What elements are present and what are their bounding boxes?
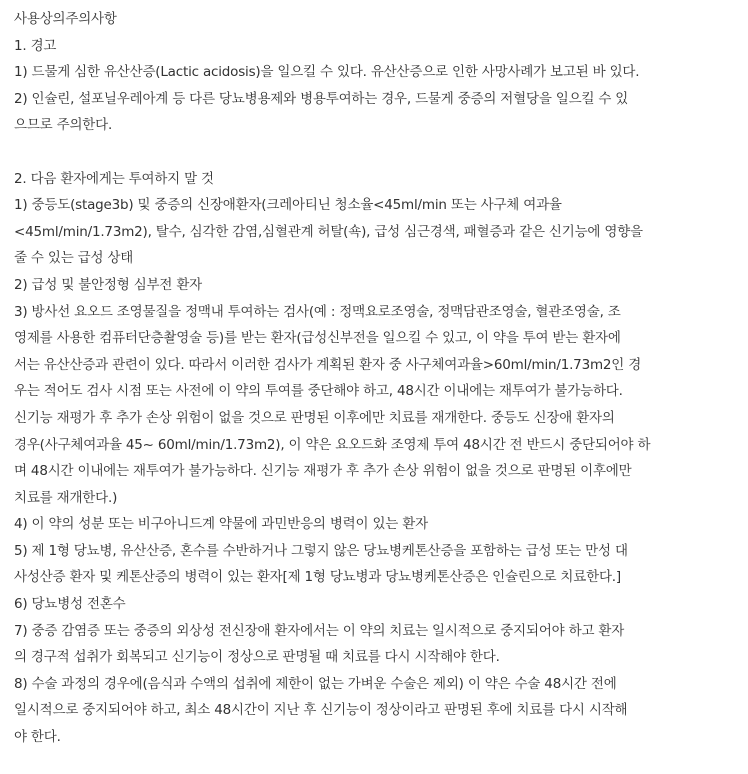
text-line: 2) 인슐린, 설포닐우레아계 등 다른 당뇨병용제와 병용투여하는 경우, 드물게 중증의 저혈당을 일으킬 수 있 [14,90,629,107]
text-line: 경우(사구체여과율 45~ 60ml/min/1.73m2), 이 약은 요오드화 조영제 투여 48시간 전 반드시 중단되어야 하 [14,436,651,453]
text-line: 야 한다. [14,729,61,746]
text-line: 6) 당뇨병성 전혼수 [14,596,126,613]
text-line: 1) 드물게 심한 유산산증(Lactic acidosis)을 일으킬 수 있다. 유산산증으로 인한 사망사례가 보고된 바 있다. [14,64,640,81]
text-line: 서는 유산산증과 관련이 있다. 따라서 이러한 검사가 계획된 환자 중 사구체여과율>60ml/min/1.73m2인 경 [14,356,642,373]
text-line: 으므로 주의한다. [14,117,113,134]
document-title: 사용상의주의사항 [14,11,117,27]
text-line: 2) 급성 및 불안정형 심부전 환자 [14,276,203,293]
text-line: 치료를 재개한다.) [14,489,118,506]
section-heading: 2. 다음 환자에게는 투여하지 말 것 [14,170,214,187]
text-line: 일시적으로 중지되어야 하고, 최소 48시간이 지난 후 신기능이 정상이라고 판명된 후에 치료를 다시 시작해 [14,702,628,719]
section-warning [14,33,738,139]
text-line: 의 경구적 섭취가 회복되고 신기능이 정상으로 판명될 때 치료를 다시 시작해야 한다. [14,649,500,666]
text-line: 신기능 재평가 후 추가 손상 위험이 없을 것으로 판명된 이후에만 치료를 재개한다. 중등도 신장애 환자의 [14,409,615,426]
text-line: 8) 수술 과정의 경우에(음식과 수액의 섭취에 제한이 없는 가벼운 수술은 제외) 이 약은 수술 48시간 전에 [14,675,617,692]
text-line: 3) 방사선 요오드 조영물질을 정맥내 투여하는 검사(예 : 정맥요로조영술, 정맥담관조영술, 혈관조영술, 조 [14,303,621,320]
text-line: <45ml/min/1.73m2), 탈수, 심각한 감염,심혈관계 허탈(쇽), 급성 심근경색, 패혈증과 같은 신기능에 영향을 [14,223,643,240]
text-line: 며 48시간 이내에는 재투여가 불가능하다. 신기능 재평가 후 추가 손상 위험이 없을 것으로 판명된 이후에만 [14,463,632,480]
text-line: 줄 수 있는 급성 상태 [14,250,134,267]
text-line: 4) 이 약의 성분 또는 비구아니드계 약물에 과민반응의 병력이 있는 환자 [14,516,428,533]
text-line: 사성산증 환자 및 케톤산증의 병력이 있는 환자[제 1형 당뇨병과 당뇨병케톤산증은 인슐린으로 치료한다.] [14,569,621,586]
section-contraindications [14,166,738,751]
text-line: 영제를 사용한 컴퓨터단층촬영술 등)를 받는 환자(급성신부전을 일으킬 수 있고, 이 약을 투여 받는 환자에 [14,330,621,347]
text-line: 5) 제 1형 당뇨병, 유산산증, 혼수를 수반하거나 그렇지 않은 당뇨병케톤산증을 포함하는 급성 또는 만성 대 [14,542,628,559]
section-heading: 1. 경고 [14,37,57,54]
text-line: 1) 중등도(stage3b) 및 중증의 신장애환자(크레아티닌 청소율<45ml/min 또는 사구체 여과율 [14,197,562,214]
text-line: 우는 적어도 검사 시점 또는 사전에 이 약의 투여를 중단해야 하고, 48시간 이내에는 재투여가 불가능하다. [14,383,623,400]
blank-line [14,139,738,166]
text-line: 7) 중증 감염증 또는 중증의 외상성 전신장애 환자에서는 이 약의 치료는 일시적으로 중지되어야 하고 환자 [14,622,625,639]
